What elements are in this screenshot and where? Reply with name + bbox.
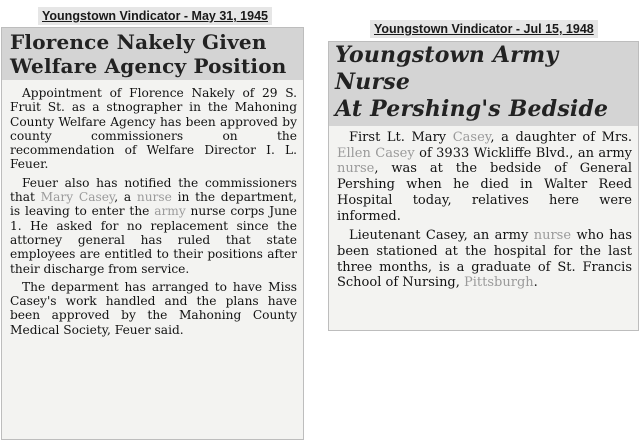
- article-paragraph: [337, 130, 632, 224]
- article-paragraph: [10, 86, 297, 172]
- text-run: .: [533, 275, 538, 291]
- text-run: First Lt. Mary: [349, 130, 453, 145]
- clipping-1-source-label: Youngstown Vindicator - May 31, 1945: [38, 7, 272, 25]
- highlighted-term: Ellen Casey: [337, 145, 415, 161]
- highlighted-term: Pittsburgh: [464, 275, 534, 291]
- headline-line: Welfare Agency Position: [10, 54, 287, 78]
- text-run: , was at the bedside of General Pershing when he died in Walter Reed Hospital today, relatives here were informed.: [337, 161, 632, 224]
- clipping-2: [328, 41, 639, 331]
- headline-line: Florence Nakely Given: [10, 30, 267, 54]
- article-paragraph: [10, 176, 297, 276]
- highlighted-term: nurse: [533, 228, 572, 244]
- headline-line: At Pershing's Bedside: [335, 96, 609, 122]
- text-run: nurse corps June 1. He asked for no replacement since the attorney general has ruled that state employees are entitled to their positions after their discharge from service.: [10, 204, 297, 276]
- text-run: , a daughter of Mrs.: [490, 130, 632, 145]
- text-run: The deparment has arranged to have Miss Casey's work handled and the plans have been approved by the Mahoning County Medical Society, Feuer said.: [10, 279, 297, 337]
- highlighted-term: Mary Casey: [40, 190, 115, 205]
- text-run: of 3933 Wickliffe Blvd., an army: [414, 145, 632, 161]
- highlighted-term: nurse: [136, 190, 172, 205]
- clipping-1-body: [2, 80, 303, 337]
- text-run: Lieutenant Casey, an army: [349, 228, 534, 244]
- text-run: in the department, is leaving to enter the: [10, 190, 297, 219]
- text-run: Appointment of Florence Nakely of 29 S. Fruit St. as a stnographer in the Mahoning County Welfare Agency has been approved by county commissioners on the recommendation of Welfare Director I. L. Feuer.: [10, 86, 297, 172]
- clipping-1: [1, 27, 304, 440]
- article-paragraph: [337, 228, 632, 291]
- clipping-2-body: [329, 126, 638, 291]
- highlighted-term: nurse: [337, 161, 375, 177]
- clipping-2-source-label: Youngstown Vindicator - Jul 15, 1948: [370, 20, 598, 38]
- clipping-1-headline: [2, 28, 303, 80]
- headline-line: Youngstown Army Nurse: [335, 42, 559, 95]
- clipping-2-headline: [329, 42, 638, 126]
- text-run: Feuer also has notified the commissioners that: [10, 175, 297, 205]
- article-paragraph: [10, 280, 297, 337]
- text-run: who has been stationed at the hospital for the last three months, is a graduate of St. Francis School of Nursing,: [337, 228, 632, 291]
- text-run: , a: [114, 190, 137, 205]
- highlighted-term: Casey: [452, 130, 491, 145]
- highlighted-term: army: [154, 204, 186, 219]
